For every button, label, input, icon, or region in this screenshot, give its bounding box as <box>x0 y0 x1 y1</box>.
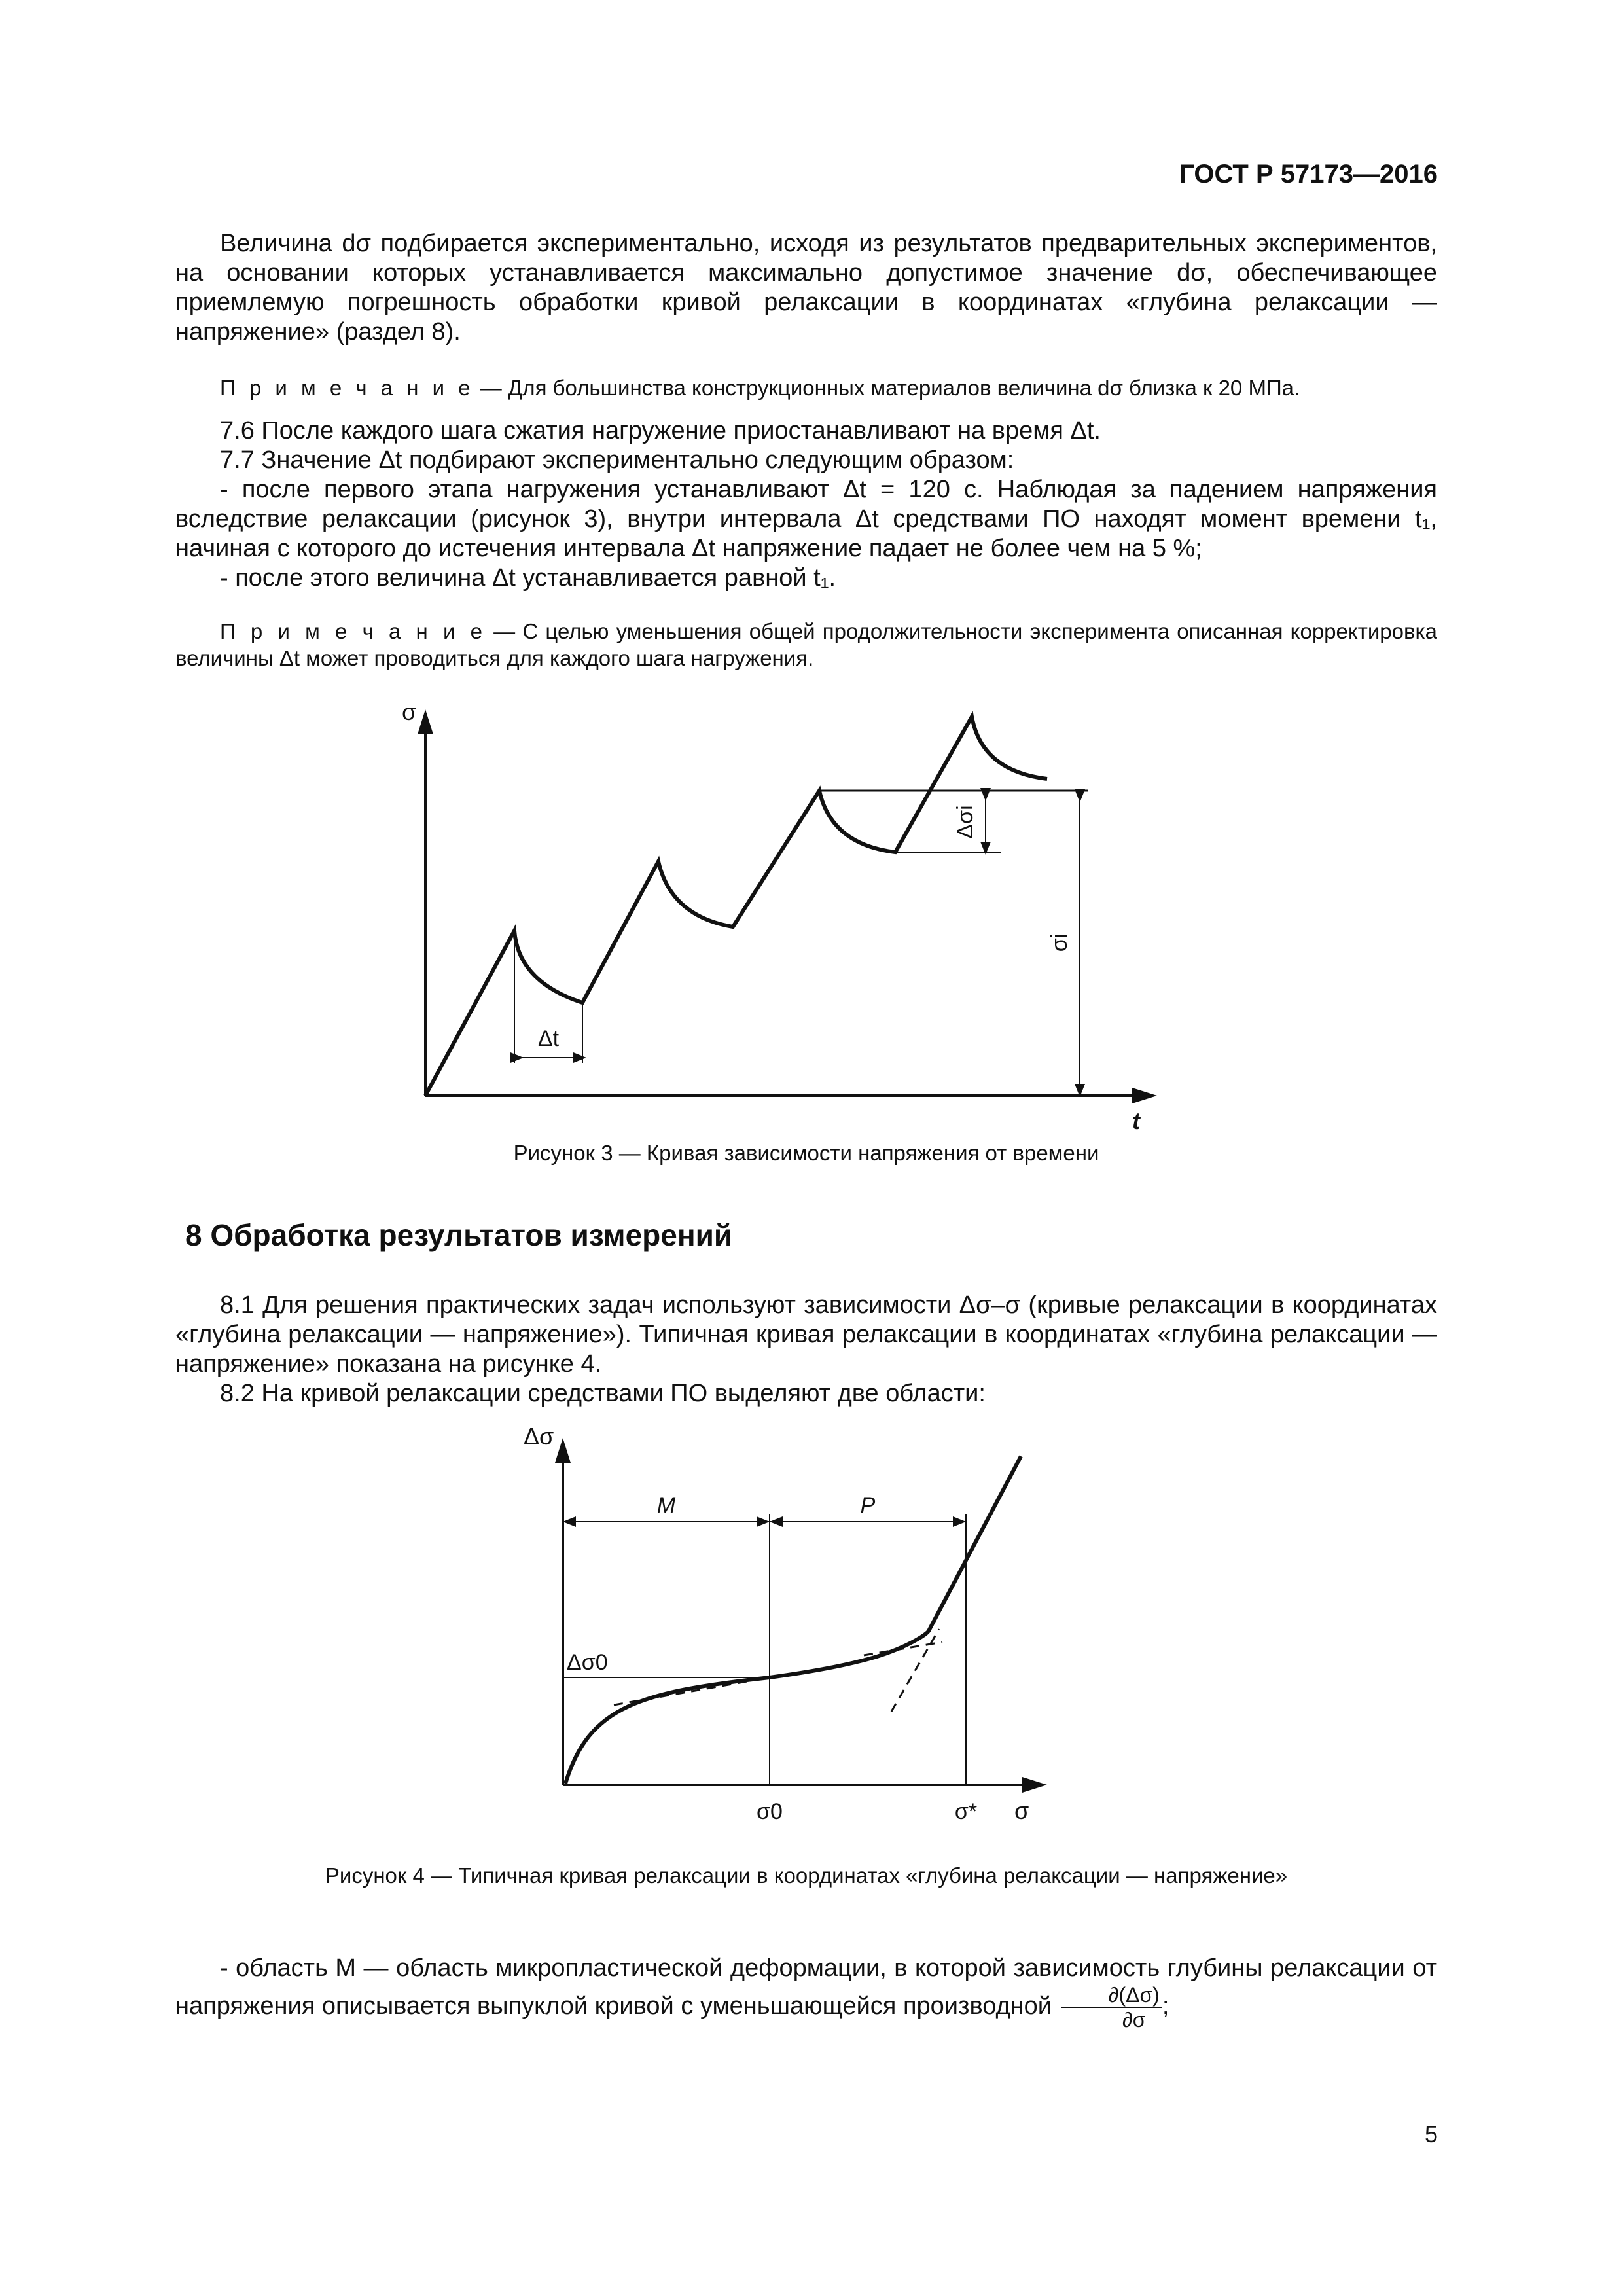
bullet-region-m-text: - область M — область микропластической деформации, в которой зависимость глубины релаксации от напряжения описывается выпуклой кривой с уменьшающейся производной <box>175 1954 1437 2020</box>
x-axis-label: t <box>1132 1107 1140 1134</box>
derivative-numerator: ∂(Δσ) <box>1061 1983 1162 2008</box>
section7-note <box>175 618 1437 672</box>
intro-paragraph: Величина dσ подбирается экспериментально, исходя из результатов предварительных экспериментов, на основании которых устанавливается максимально допустимое значение dσ, обеспечивающее приемлемую погрешность обработки кривой релаксации в координатах «глубина релаксации — напряжение» (раздел 8). <box>175 230 1437 346</box>
intro-note <box>175 374 1437 401</box>
stress-curve <box>425 717 1047 1096</box>
sigma-star-label: σ* <box>954 1799 978 1824</box>
page-number: 5 <box>1424 2121 1438 2147</box>
standard-number: ГОСТ Р 57173—2016 <box>1179 160 1438 188</box>
y-axis-label: Δσ <box>524 1423 554 1450</box>
figure-4-relaxation-curve <box>510 1417 1086 1849</box>
figure-4-caption: Рисунок 4 — Типичная кривая релаксации в координатах «глубина релаксации — напряжение» <box>325 1863 1288 1888</box>
paragraph-7-7: 7.7 Значение Δt подбирают экспериментально следующим образом: <box>220 446 1014 474</box>
derivative-denominator: ∂σ <box>1122 2008 1146 2032</box>
derivative-fraction <box>1061 1983 1162 2032</box>
y-axis-label: σ <box>402 698 417 725</box>
bullet-first-stage: - после первого этапа нагружения устанавливают Δt = 120 с. Наблюдая за падением напряжения вследствие релаксации (рисунок 3), внутри интервала Δt средствами ПО находят момент времени t₁, начиная с которого до истечения интервала Δt напряжение падает не более чем на 5 %; <box>175 476 1437 562</box>
sigma-i-label: σi <box>1047 933 1072 952</box>
figure-3-caption: Рисунок 3 — Кривая зависимости напряжения от времени <box>513 1141 1099 1165</box>
x-axis-label: σ <box>1014 1797 1029 1824</box>
note-label: П р и м е ч а н и е <box>220 376 474 400</box>
paragraph-8-1: 8.1 Для решения практических задач используют зависимости Δσ–σ (кривые релаксации в координатах «глубина релаксации — напряжение»). Типичная кривая релаксации в координатах «глубина релаксации — напряжение» показана на рисунке 4. <box>175 1291 1437 1378</box>
bullet-region-m-tail: ; <box>1162 1992 1169 2020</box>
note-text: — С целью уменьшения общей продолжительности эксперимента описанная корректировка величины Δt может проводиться для каждого шага нагружения. <box>175 619 1437 670</box>
region-p-label: P <box>860 1493 876 1518</box>
bullet-after: - после этого величина Δt устанавливается равной t₁. <box>220 564 836 592</box>
paragraph-7-6: 7.6 После каждого шага сжатия нагружение приостанавливают на время Δt. <box>220 417 1101 444</box>
paragraph-8-2: 8.2 На кривой релаксации средствами ПО выделяют две области: <box>220 1380 986 1407</box>
y-axis-arrow <box>555 1438 571 1463</box>
note-text: — Для большинства конструкционных материалов величина dσ близка к 20 МПа. <box>474 376 1300 400</box>
note-label: П р и м е ч а н и е <box>220 619 486 643</box>
dsigma0-label: Δσ0 <box>567 1650 608 1675</box>
section-8-heading: 8 Обработка результатов измерений <box>185 1218 733 1252</box>
x-axis-arrow <box>1132 1088 1157 1103</box>
relaxation-curve <box>565 1456 1021 1784</box>
dsigma-i-label: Δσi <box>953 805 978 839</box>
bullet-region-m <box>175 1954 1437 2032</box>
figure-3-stress-time-diagram <box>393 694 1204 1139</box>
x-axis-arrow <box>1022 1777 1047 1793</box>
sigma0-label: σ0 <box>757 1799 783 1824</box>
y-axis-arrow <box>418 709 433 734</box>
dt-label: Δt <box>537 1026 560 1051</box>
region-m-label: M <box>656 1493 676 1518</box>
